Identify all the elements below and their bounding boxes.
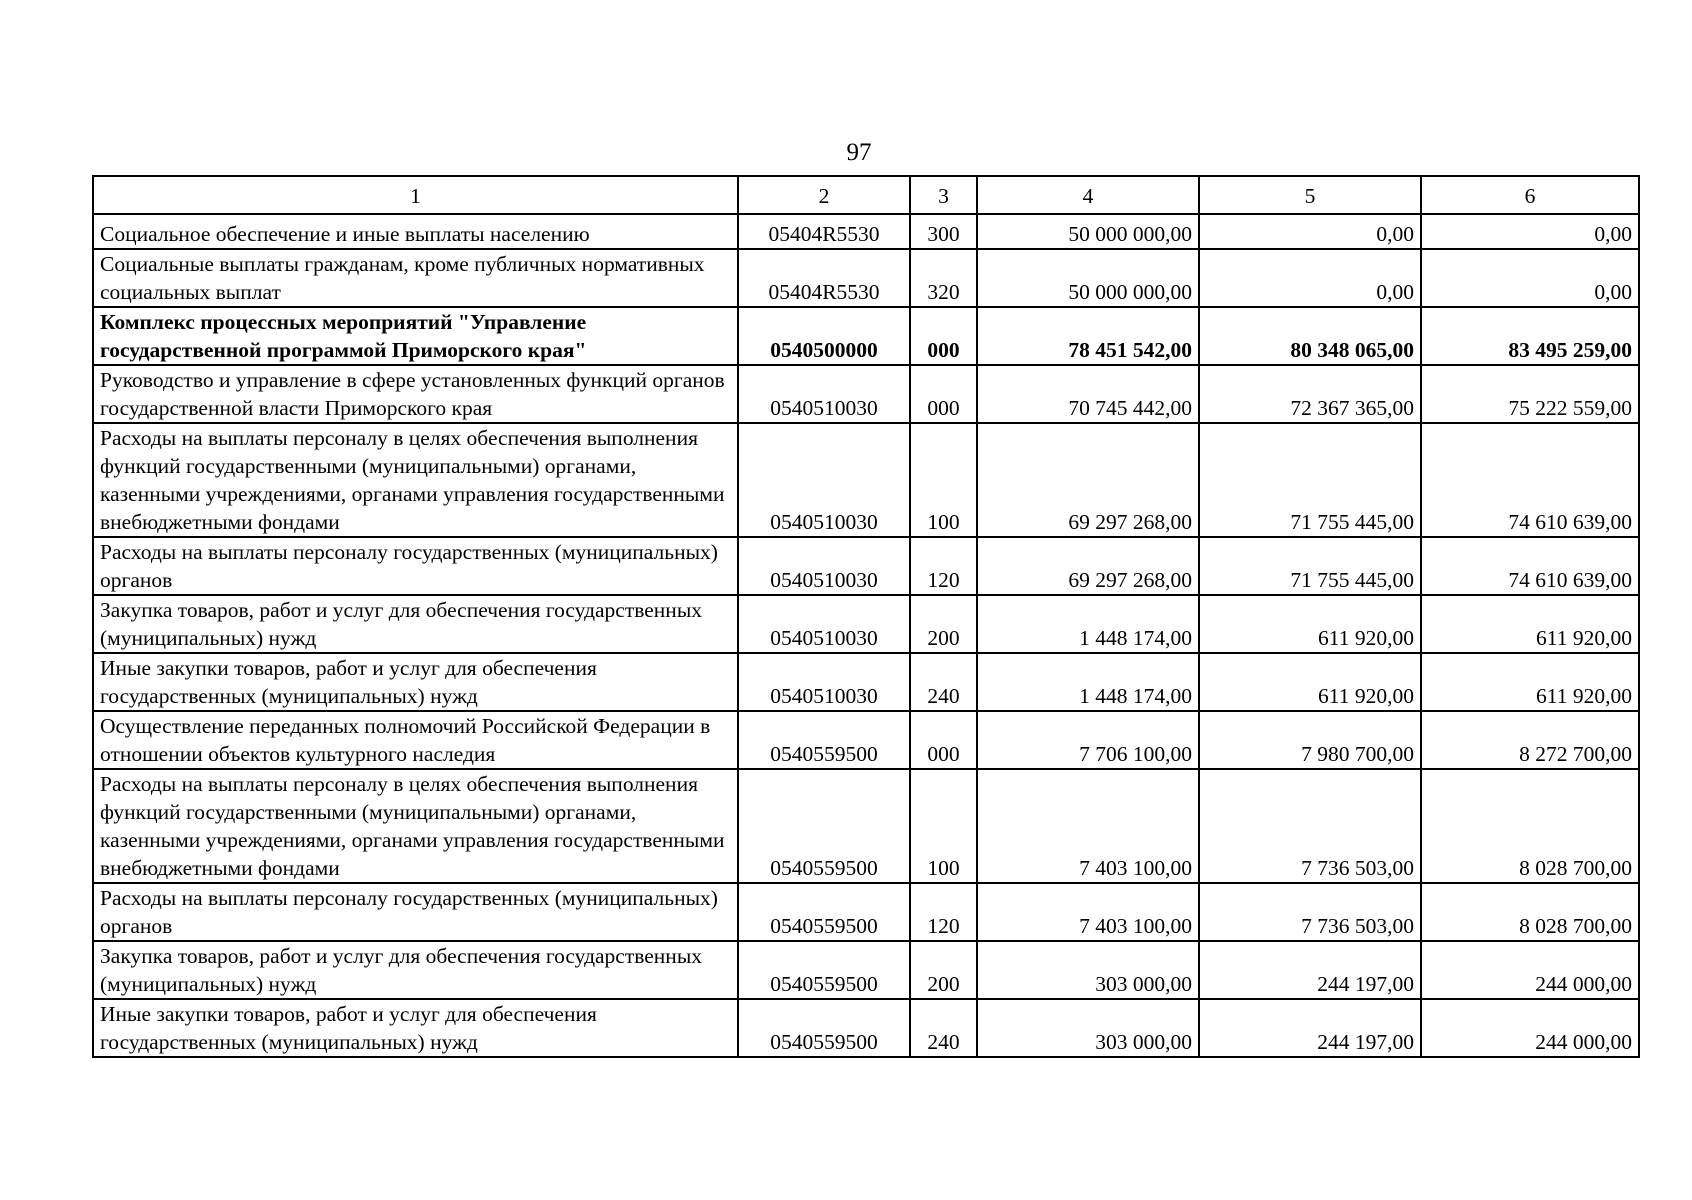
row-amount-year1: 1 448 174,00 <box>977 653 1199 711</box>
row-amount-year1: 78 451 542,00 <box>977 307 1199 365</box>
table-row <box>93 595 1639 653</box>
row-kvr: 100 <box>910 423 977 537</box>
row-name: Социальное обеспечение и иные выплаты населению <box>93 214 738 249</box>
row-amount-year2: 7 736 503,00 <box>1199 883 1421 941</box>
row-amount-year3: 0,00 <box>1421 249 1639 307</box>
row-amount-year3: 0,00 <box>1421 214 1639 249</box>
row-amount-year3: 75 222 559,00 <box>1421 365 1639 423</box>
table-row <box>93 769 1639 883</box>
table-row <box>93 365 1639 423</box>
row-kvr: 300 <box>910 214 977 249</box>
row-name: Иные закупки товаров, работ и услуг для обеспечения государственных (муниципальных) нужд <box>93 999 738 1057</box>
row-amount-year2: 611 920,00 <box>1199 595 1421 653</box>
page-number: 97 <box>846 139 872 166</box>
row-name: Расходы на выплаты персоналу государственных (муниципальных) органов <box>93 537 738 595</box>
table-row <box>93 711 1639 769</box>
row-amount-year1: 50 000 000,00 <box>977 249 1199 307</box>
row-name: Руководство и управление в сфере установленных функций органов государственной власти Приморского края <box>93 365 738 423</box>
table-row <box>93 249 1639 307</box>
table-body <box>93 214 1639 1057</box>
row-amount-year3: 74 610 639,00 <box>1421 423 1639 537</box>
row-amount-year1: 7 706 100,00 <box>977 711 1199 769</box>
row-amount-year2: 80 348 065,00 <box>1199 307 1421 365</box>
row-kvr: 320 <box>910 249 977 307</box>
row-amount-year1: 50 000 000,00 <box>977 214 1199 249</box>
header-row <box>93 176 1639 214</box>
row-amount-year2: 0,00 <box>1199 214 1421 249</box>
row-name: Расходы на выплаты персоналу в целях обеспечения выполнения функций государственными (муниципальными) органами, казенными учреждениями, органами управления государственными внебюджетными фондами <box>93 769 738 883</box>
row-code: 0540500000 <box>738 307 910 365</box>
row-amount-year2: 71 755 445,00 <box>1199 537 1421 595</box>
row-amount-year2: 7 980 700,00 <box>1199 711 1421 769</box>
row-code: 0540510030 <box>738 537 910 595</box>
row-kvr: 000 <box>910 307 977 365</box>
row-code: 0540559500 <box>738 711 910 769</box>
row-amount-year3: 83 495 259,00 <box>1421 307 1639 365</box>
header-col-3: 3 <box>910 176 977 214</box>
row-amount-year3: 8 028 700,00 <box>1421 883 1639 941</box>
row-amount-year1: 7 403 100,00 <box>977 769 1199 883</box>
row-amount-year1: 303 000,00 <box>977 999 1199 1057</box>
table-row <box>93 999 1639 1057</box>
budget-table <box>92 175 1640 1058</box>
row-amount-year2: 72 367 365,00 <box>1199 365 1421 423</box>
row-kvr: 000 <box>910 711 977 769</box>
row-amount-year1: 70 745 442,00 <box>977 365 1199 423</box>
table-row <box>93 307 1639 365</box>
row-kvr: 120 <box>910 883 977 941</box>
header-col-5: 5 <box>1199 176 1421 214</box>
row-amount-year2: 71 755 445,00 <box>1199 423 1421 537</box>
row-code: 0540510030 <box>738 365 910 423</box>
row-code: 0540510030 <box>738 423 910 537</box>
header-col-4: 4 <box>977 176 1199 214</box>
row-name: Закупка товаров, работ и услуг для обеспечения государственных (муниципальных) нужд <box>93 595 738 653</box>
row-amount-year3: 244 000,00 <box>1421 941 1639 999</box>
row-kvr: 240 <box>910 653 977 711</box>
row-amount-year1: 69 297 268,00 <box>977 537 1199 595</box>
table-row <box>93 423 1639 537</box>
row-amount-year2: 0,00 <box>1199 249 1421 307</box>
row-kvr: 240 <box>910 999 977 1057</box>
row-amount-year2: 244 197,00 <box>1199 999 1421 1057</box>
row-amount-year3: 8 028 700,00 <box>1421 769 1639 883</box>
row-code: 0540559500 <box>738 769 910 883</box>
row-amount-year3: 74 610 639,00 <box>1421 537 1639 595</box>
row-name: Расходы на выплаты персоналу государственных (муниципальных) органов <box>93 883 738 941</box>
table-row <box>93 941 1639 999</box>
row-amount-year1: 7 403 100,00 <box>977 883 1199 941</box>
row-code: 0540510030 <box>738 653 910 711</box>
row-code: 0540559500 <box>738 941 910 999</box>
row-amount-year1: 303 000,00 <box>977 941 1199 999</box>
row-amount-year3: 611 920,00 <box>1421 653 1639 711</box>
table-row <box>93 653 1639 711</box>
table-row <box>93 537 1639 595</box>
header-col-1: 1 <box>93 176 738 214</box>
row-kvr: 000 <box>910 365 977 423</box>
row-amount-year3: 244 000,00 <box>1421 999 1639 1057</box>
row-name: Расходы на выплаты персоналу в целях обеспечения выполнения функций государственными (муниципальными) органами, казенными учреждениями, органами управления государственными внебюджетными фондами <box>93 423 738 537</box>
row-name: Комплекс процессных мероприятий "Управление государственной программой Приморского края" <box>93 307 738 365</box>
table-row <box>93 214 1639 249</box>
row-amount-year2: 7 736 503,00 <box>1199 769 1421 883</box>
row-code: 0540559500 <box>738 999 910 1057</box>
row-amount-year2: 611 920,00 <box>1199 653 1421 711</box>
row-code: 05404R5530 <box>738 249 910 307</box>
header-col-2: 2 <box>738 176 910 214</box>
row-name: Иные закупки товаров, работ и услуг для обеспечения государственных (муниципальных) нужд <box>93 653 738 711</box>
row-name: Социальные выплаты гражданам, кроме публичных нормативных социальных выплат <box>93 249 738 307</box>
table-row <box>93 883 1639 941</box>
row-code: 05404R5530 <box>738 214 910 249</box>
row-kvr: 100 <box>910 769 977 883</box>
row-kvr: 200 <box>910 941 977 999</box>
row-kvr: 200 <box>910 595 977 653</box>
row-name: Осуществление переданных полномочий Российской Федерации в отношении объектов культурного наследия <box>93 711 738 769</box>
header-col-6: 6 <box>1421 176 1639 214</box>
row-code: 0540510030 <box>738 595 910 653</box>
row-amount-year1: 69 297 268,00 <box>977 423 1199 537</box>
row-amount-year3: 8 272 700,00 <box>1421 711 1639 769</box>
row-kvr: 120 <box>910 537 977 595</box>
row-amount-year1: 1 448 174,00 <box>977 595 1199 653</box>
row-amount-year2: 244 197,00 <box>1199 941 1421 999</box>
row-name: Закупка товаров, работ и услуг для обеспечения государственных (муниципальных) нужд <box>93 941 738 999</box>
row-amount-year3: 611 920,00 <box>1421 595 1639 653</box>
row-code: 0540559500 <box>738 883 910 941</box>
